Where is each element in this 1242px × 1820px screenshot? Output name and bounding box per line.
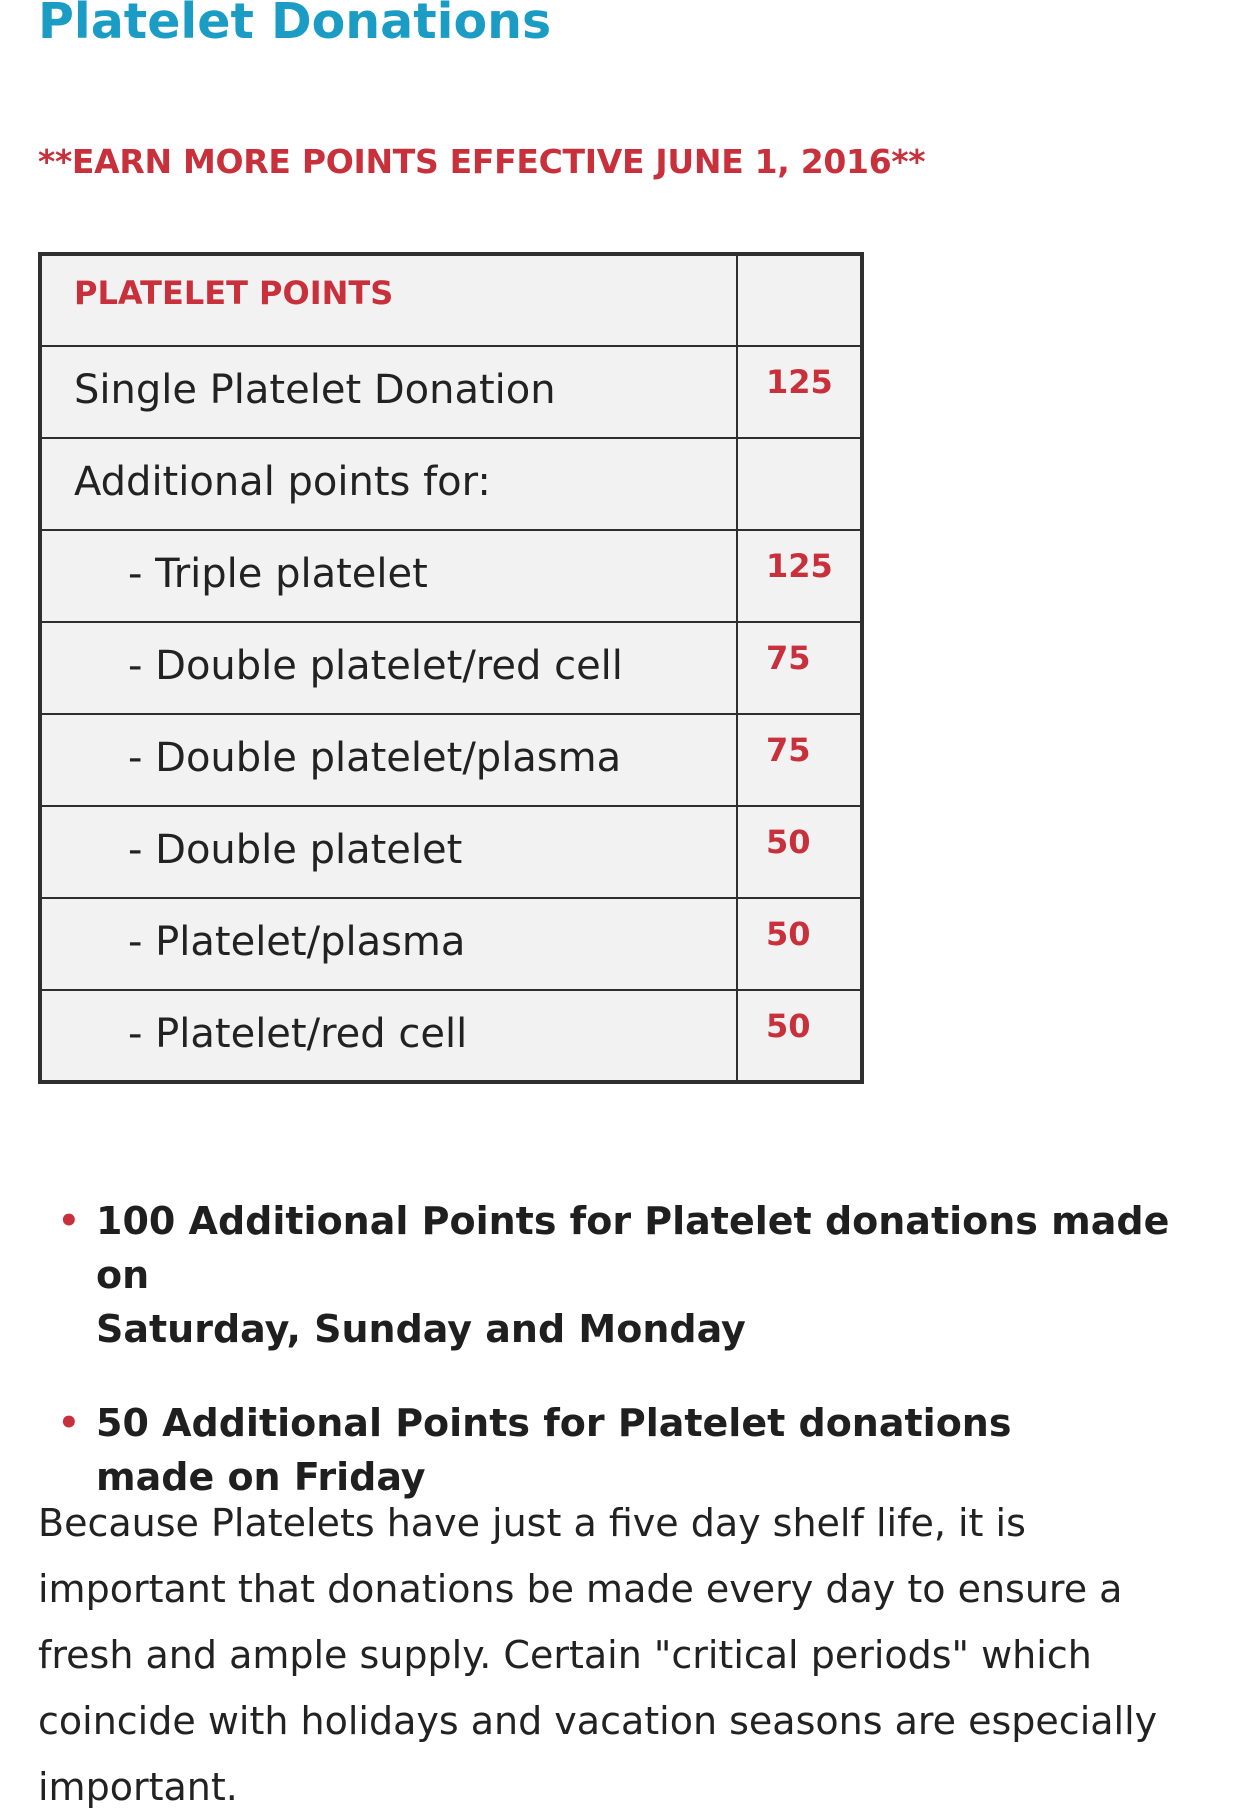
table-header-row (40, 254, 862, 346)
bullet-line-2: Saturday, Sunday and Monday (96, 1307, 746, 1351)
table-header-label: PLATELET POINTS (40, 254, 737, 346)
row-points: 75 (737, 622, 862, 714)
body-paragraph: Because Platelets have just a five day shelf life, it is important that donations be made every day to ensure a fresh and ample supply. Certain "critical periods" which coincide with holidays and vacation seasons are especially important. (38, 1501, 1158, 1809)
table-row (40, 990, 862, 1082)
row-points (737, 438, 862, 530)
row-label: - Double platelet/red cell (40, 622, 737, 714)
row-label: - Platelet/plasma (40, 898, 737, 990)
row-label: - Triple platelet (40, 530, 737, 622)
row-points: 125 (737, 346, 862, 438)
row-label: Single Platelet Donation (40, 346, 737, 438)
table-row (40, 622, 862, 714)
page-title: Platelet Donations (38, 0, 552, 50)
table-row (40, 714, 862, 806)
row-label: Additional points for: (40, 438, 737, 530)
row-points: 50 (737, 806, 862, 898)
list-item (58, 1194, 1178, 1356)
table-row (40, 530, 862, 622)
row-label: - Double platelet (40, 806, 737, 898)
points-notice: **EARN MORE POINTS EFFECTIVE JUNE 1, 2016** (38, 142, 926, 181)
row-points: 75 (737, 714, 862, 806)
bullet-line-1: 50 Additional Points for Platelet donations (96, 1401, 1012, 1445)
row-label: - Double platelet/plasma (40, 714, 737, 806)
table-row (40, 898, 862, 990)
table-row (40, 806, 862, 898)
bullet-line-2: made on Friday (96, 1455, 426, 1499)
bullet-dot-icon: • (58, 1403, 80, 1443)
table-row (40, 438, 862, 530)
bullet-line-1: 100 Additional Points for Platelet donations made on (96, 1199, 1170, 1297)
platelet-points-table (38, 252, 864, 1084)
bullet-dot-icon: • (58, 1201, 80, 1241)
bonus-points-list (58, 1194, 1178, 1504)
row-label: - Platelet/red cell (40, 990, 737, 1082)
row-points: 50 (737, 990, 862, 1082)
list-item (58, 1396, 1178, 1504)
table-header-value (737, 254, 862, 346)
table-row (40, 346, 862, 438)
row-points: 50 (737, 898, 862, 990)
row-points: 125 (737, 530, 862, 622)
